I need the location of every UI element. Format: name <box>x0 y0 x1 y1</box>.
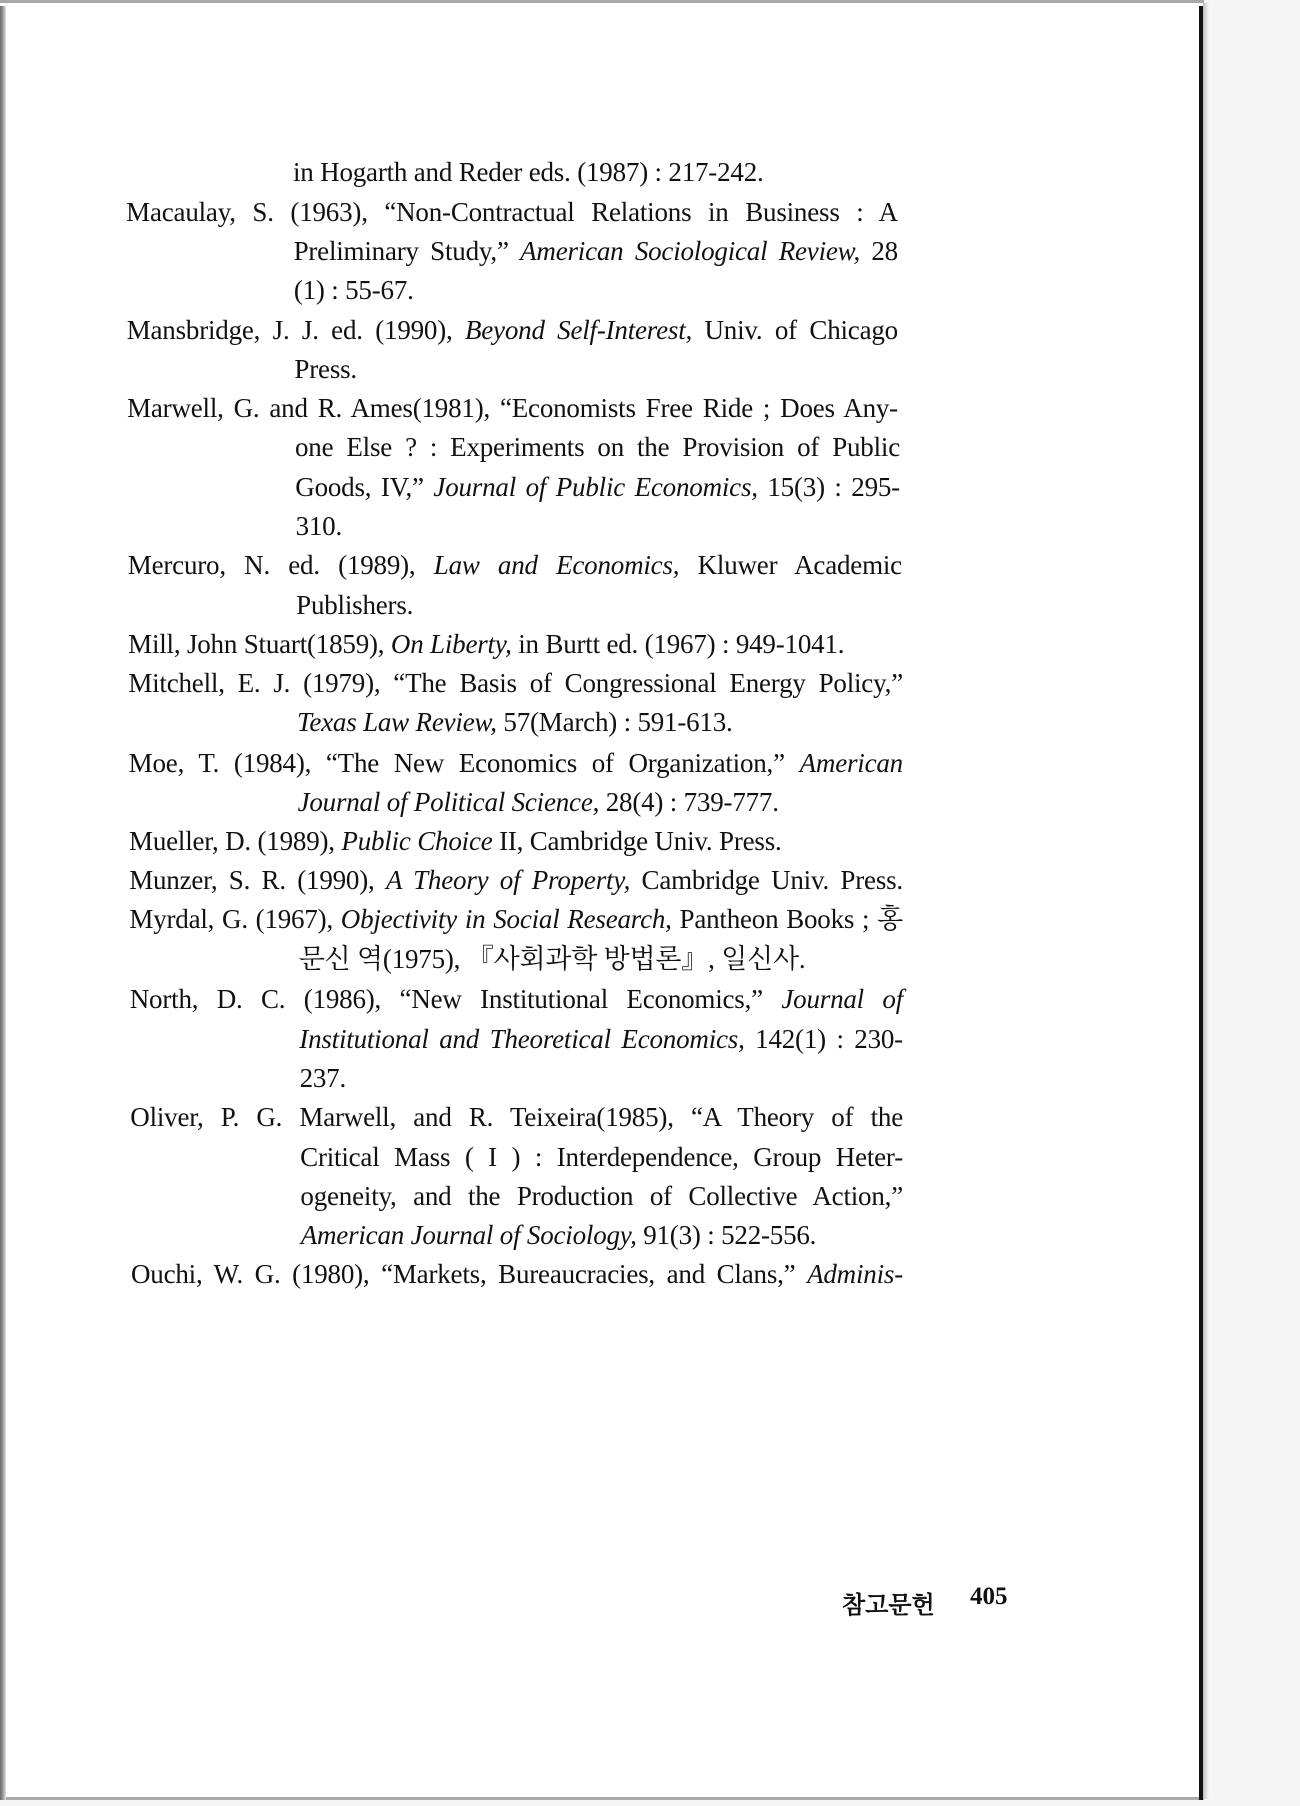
citation-text: Mercuro, N. ed. (1989), <box>127 550 434 580</box>
citation-text: North, D. C. (1986), “New Institutional Economics,” <box>129 984 782 1014</box>
italic-title: On Liberty, <box>390 629 512 659</box>
citation-text: Critical Mass ( I ) : Interdependence, Group Heter- <box>300 1142 903 1172</box>
citation-text: Ouchi, W. G. (1980), “Markets, Bureaucracies, and Clans,” <box>131 1259 808 1289</box>
bibliography-continuation-line <box>297 706 733 738</box>
bibliography-continuation-line <box>296 589 413 621</box>
citation-text: Preliminary Study,” <box>293 236 521 266</box>
bibliography-entry-line <box>130 983 903 1015</box>
bibliography-entry-line <box>130 1101 903 1133</box>
bibliography-entry-line <box>129 864 903 896</box>
italic-title: Journal of Public Economics, <box>433 472 758 502</box>
citation-text: Press. <box>294 354 357 384</box>
italic-title: Institutional and Theoretical Economics, <box>299 1024 745 1054</box>
citation-text: Mitchell, E. J. (1979), “The Basis of Congressional Energy Policy,” <box>128 668 903 698</box>
italic-title: American Sociological Review, <box>520 236 861 266</box>
bibliography-entry-line <box>128 667 903 699</box>
citation-text: Mueller, D. (1989), <box>129 826 342 856</box>
italic-title: A Theory of Property, <box>385 865 631 895</box>
citation-text: Pantheon Books ; 홍 <box>671 904 903 934</box>
italic-title: Objectivity in Social Research, <box>340 904 672 934</box>
citation-text: Marwell, G. and R. Ames(1981), “Economists Free Ride ; Does Any- <box>127 393 898 423</box>
bibliography-entry-line <box>129 747 903 779</box>
running-footer: 참고문헌 <box>842 1591 935 1619</box>
citation-text: Mansbridge, J. J. ed. (1990), <box>126 315 465 345</box>
citation-text: 91(3) : 522-556. <box>636 1220 817 1250</box>
bibliography-continuation-line <box>301 1219 817 1251</box>
bibliography-continuation-line <box>298 786 779 818</box>
bibliography-entry-line <box>127 392 898 424</box>
italic-title: American Journal of Sociology, <box>300 1220 637 1250</box>
citation-text: Moe, T. (1984), “The New Economics of Organization,” <box>128 748 800 778</box>
bibliography-continuation-line <box>293 156 764 188</box>
citation-text: 310. <box>295 511 343 541</box>
citation-text: one Else ? : Experiments on the Provision of Public <box>295 432 900 462</box>
citation-text: Goods, IV,” <box>295 472 434 502</box>
italic-title: Journal of Political Science, <box>297 787 600 817</box>
italic-title: Beyond Self-Interest, <box>464 315 693 345</box>
bibliography-continuation-line <box>300 1141 903 1173</box>
citation-text: (1) : 55-67. <box>293 275 414 305</box>
citation-text: in Hogarth and Reder eds. (1987) : 217-242. <box>293 157 764 187</box>
citation-text: ogeneity, and the Production of Collective Action,” <box>300 1181 903 1211</box>
bibliography-entry-line <box>128 628 844 660</box>
italic-title: Adminis- <box>807 1259 903 1289</box>
citation-text: 28 <box>860 236 898 266</box>
citation-text: Kluwer Academic <box>679 550 902 580</box>
citation-text: in Burtt ed. (1967) : 949-1041. <box>511 629 845 659</box>
italic-title: Texas Law Review, <box>297 707 497 737</box>
citation-text: Myrdal, G. (1967), <box>129 904 341 934</box>
page-left-edge <box>0 6 6 1800</box>
bibliography-entry-line <box>126 196 898 228</box>
citation-text: 15(3) : 295- <box>757 472 900 502</box>
bibliography-continuation-line <box>295 431 900 463</box>
bibliography-continuation-line <box>300 1062 346 1094</box>
bibliography-continuation-line <box>295 471 900 503</box>
citation-text: 문신 역(1975), 『사회과학 방법론』, 일신사. <box>298 944 806 974</box>
bibliography-continuation-line <box>294 235 898 267</box>
citation-text: 28(4) : 739-777. <box>599 787 779 817</box>
citation-text: Macaulay, S. (1963), “Non-Contractual Relations in Business : A <box>126 197 898 227</box>
italic-title: Public Choice <box>341 826 493 856</box>
page-number: 405 <box>970 1583 1008 1610</box>
italic-title: American <box>799 748 903 778</box>
italic-title: Law and Economics, <box>433 550 680 580</box>
citation-text: II, Cambridge Univ. Press. <box>492 826 782 856</box>
citation-text: Oliver, P. G. Marwell, and R. Teixeira(1985), “A Theory of the <box>130 1102 903 1132</box>
bibliography-continuation-line <box>300 1180 903 1212</box>
citation-text: Cambridge Univ. Press. <box>630 865 903 895</box>
citation-text: Publishers. <box>296 590 414 620</box>
bibliography-continuation-line <box>299 943 806 975</box>
bibliography-entry-line <box>131 1258 903 1290</box>
bibliography-continuation-line <box>299 1023 903 1055</box>
citation-text: Univ. of Chicago <box>692 315 898 345</box>
italic-title: Journal of <box>781 984 903 1014</box>
citation-text: Munzer, S. R. (1990), <box>129 865 386 895</box>
page-shadow <box>1203 3 1209 1799</box>
bibliography-entry-line <box>129 825 782 857</box>
bibliography-continuation-line <box>294 274 414 306</box>
citation-text: 57(March) : 591-613. <box>496 707 733 737</box>
citation-text: 237. <box>299 1063 347 1093</box>
bibliography-entry-line <box>127 314 898 346</box>
citation-text: 142(1) : 230- <box>744 1024 903 1054</box>
citation-text: Mill, John Stuart(1859), <box>128 629 391 659</box>
bibliography-entry-line <box>129 903 903 935</box>
bibliography-continuation-line <box>296 510 342 542</box>
bibliography-entry-line <box>128 549 902 581</box>
bibliography-continuation-line <box>294 353 357 385</box>
